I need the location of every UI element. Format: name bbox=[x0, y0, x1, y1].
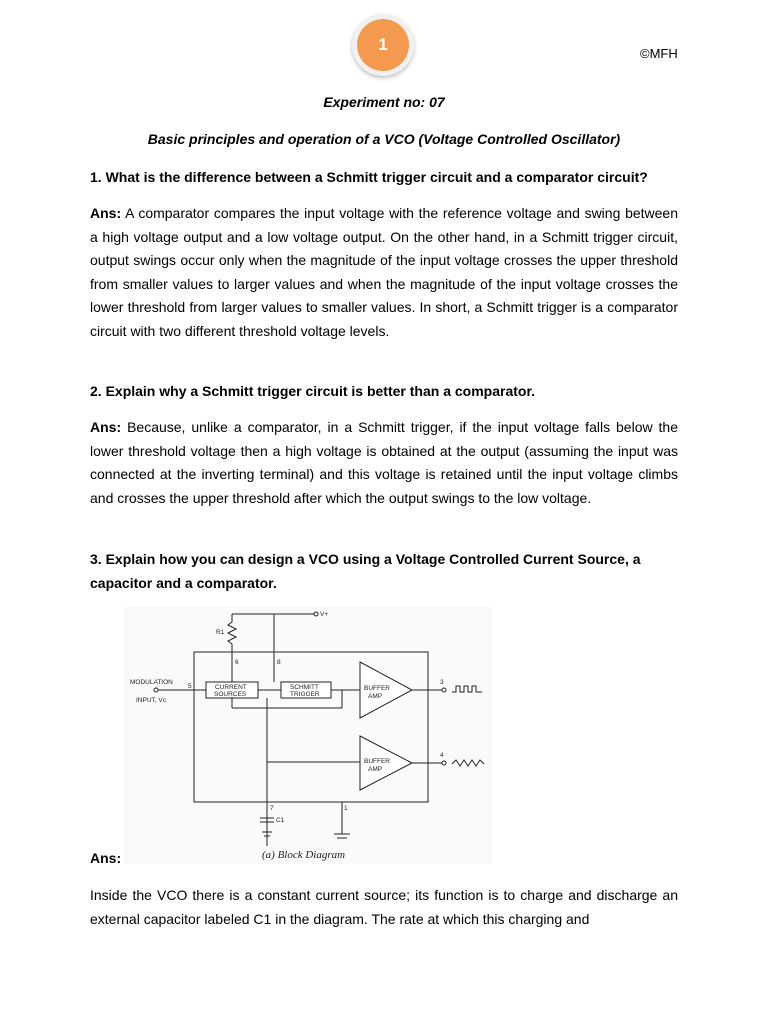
page-number: 1 bbox=[357, 19, 409, 71]
modulation-label: MODULATION bbox=[130, 679, 173, 686]
current-label: CURRENT bbox=[215, 684, 247, 691]
pin6-label: 6 bbox=[235, 659, 239, 666]
input-label: INPUT, Vc bbox=[136, 697, 166, 704]
answer-1-text: A comparator compares the input voltage with the reference voltage and swing between a high voltage output and a low voltage output. On the other hand, in a Schmitt trigger circuit, output swings occur only when the magnitude of the input voltage crosses the upper threshold from smaller values to larger values and when the magnitude of the input voltage crosses the lower threshold from larger values to smaller values. In short, a Schmitt trigger is a comparator circuit with two different threshold voltage levels. bbox=[90, 205, 678, 339]
page-number-badge bbox=[352, 14, 414, 76]
copyright: ©MFH bbox=[640, 46, 678, 61]
pin4-label: 4 bbox=[440, 752, 444, 759]
pin5-label: 5 bbox=[188, 683, 192, 690]
question-2: 2. Explain why a Schmitt trigger circuit is better than a comparator. bbox=[90, 383, 536, 399]
buffer-2-label: BUFFER bbox=[364, 758, 390, 765]
sources-label: SOURCES bbox=[214, 691, 247, 698]
answer-1 bbox=[90, 202, 678, 343]
experiment-subtitle: Basic principles and operation of a VCO (Voltage Controlled Oscillator) bbox=[147, 131, 621, 147]
vplus-label: V+ bbox=[320, 611, 329, 618]
answer-2-text: Because, unlike a comparator, in a Schmitt trigger, if the input voltage falls below the lower threshold voltage then a high voltage is obtained at the output (assuming the input was connected at the inverting terminal) and this voltage is retained until the input voltage climbs and crosses the upper threshold after which the output swings to the low voltage. bbox=[90, 419, 678, 506]
answer-3-text: Inside the VCO there is a constant current source; its function is to charge and discharge an external capacitor labeled C1 in the diagram. The rate at which this charging and bbox=[90, 887, 678, 927]
experiment-title: Experiment no: 07 bbox=[323, 94, 445, 110]
c1-label: C1 bbox=[276, 817, 285, 824]
pin8-label: 8 bbox=[277, 659, 281, 666]
answer-3-label: Ans: bbox=[90, 850, 122, 866]
diagram-caption: (a) Block Diagram bbox=[262, 849, 346, 861]
pin1-label: 1 bbox=[344, 805, 348, 812]
answer-1-label: Ans: bbox=[90, 205, 122, 221]
question-3: 3. Explain how you can design a VCO using a Voltage Controlled Current Source, a capacitor and a comparator. bbox=[90, 551, 641, 591]
vco-block-diagram bbox=[124, 606, 492, 864]
buffer-1-label: BUFFER bbox=[364, 685, 390, 692]
amp-2-label: AMP bbox=[368, 766, 383, 773]
question-1: 1. What is the difference between a Schmitt trigger circuit and a comparator circuit? bbox=[90, 169, 648, 185]
answer-2-label: Ans: bbox=[90, 419, 122, 435]
pin3-label: 3 bbox=[440, 679, 444, 686]
r1-label: R1 bbox=[216, 629, 225, 636]
answer-2 bbox=[90, 416, 678, 510]
trigger-label: TRIGGER bbox=[290, 691, 320, 698]
pin7-label: 7 bbox=[270, 805, 274, 812]
amp-1-label: AMP bbox=[368, 693, 383, 700]
schmitt-label: SCHMITT bbox=[290, 684, 319, 691]
